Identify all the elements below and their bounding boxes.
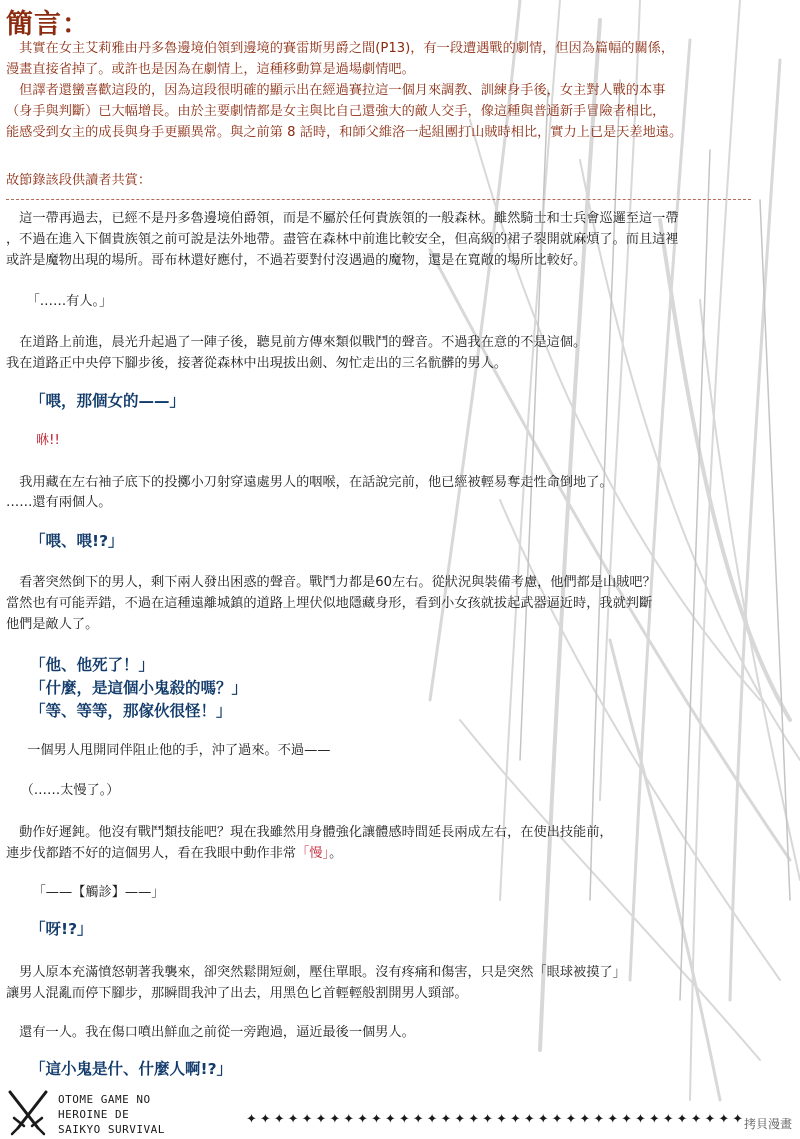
story-line: [6, 843, 342, 864]
series-title-line: HEROINE DE: [58, 1108, 130, 1121]
story-line: 他們是敵人了。: [6, 617, 99, 632]
dialogue-line: 「什麼，是這個小鬼殺的嗎？」: [30, 679, 248, 697]
intro-line: 其實在女主艾莉雅由丹多魯邊境伯領到邊境的賽雷斯男爵之間(P13)，有一段遭遇戰的劇情，但因為篇幅的關係，: [6, 41, 675, 56]
crossed-swords-icon: [4, 1088, 52, 1136]
story-line: 我用藏在左右袖子底下的投擲小刀射穿遠處男人的咽喉，在話說完前，他已經被輕易奪走性命倒地了。: [6, 475, 613, 490]
watermark-credit: 拷貝漫畫: [743, 1117, 792, 1131]
story-line: 在道路上前進，晨光升起過了一陣子後，聽見前方傳來類似戰鬥的聲音。不過我在意的不是這個。: [6, 335, 587, 350]
story-line: 一個男人甩開同伴阻止他的手，沖了過來。不過——: [14, 743, 331, 758]
star-divider: ✦✦✦✦✦✦✦✦✦✦✦✦✦✦✦✦✦✦✦✦✦✦✦✦✦✦✦✦✦✦✦✦✦✦✦✦: [246, 1112, 747, 1127]
story-line: 「……有人。」: [20, 294, 113, 309]
story-line: 或許是魔物出現的場所。哥布林還好應付，不過若要對付沒遇過的魔物，還是在寬敞的場所比較好。: [6, 253, 587, 268]
intro-line: 漫畫直接省掉了。或許也是因為在劇情上，這種移動算是過場劇情吧。: [6, 62, 415, 77]
story-line: 當然也有可能弄錯，不過在這種遠離城鎮的道路上埋伏似地隱藏身形，看到小女孩就拔起武器逼近時，我就判斷: [6, 596, 653, 611]
dialogue-line: 「喂、喂!?」: [30, 532, 124, 550]
story-line: 這一帶再過去，已經不是丹多魯邊境伯爵領，而是不屬於任何貴族領的一般森林。雖然騎士和士兵會巡邏至這一帶: [6, 211, 679, 226]
dialogue-line: 「喂，那個女的——」: [30, 392, 186, 410]
series-title-line: SAIKYO SURVIVAL: [58, 1123, 165, 1136]
dialogue-line: 「呀!?」: [30, 920, 93, 938]
excerpt-label: 故節錄該段供讀者共賞：: [6, 173, 152, 188]
story-line: ，不過在進入下個貴族領之前可說是法外地帶。盡管在森林中前進比較安全，但高級的裙子裂開就麻煩了。而且這裡: [6, 232, 679, 247]
series-title-line: OTOME GAME NO: [58, 1093, 151, 1106]
page-heading: 簡言：: [6, 9, 90, 40]
dialogue-line: 「等、等等，那傢伙很怪！」: [30, 702, 232, 720]
dialogue-line: 「這小鬼是什、什麼人啊!?」: [30, 1060, 233, 1078]
dialogue-line: 「他、他死了！」: [30, 656, 155, 674]
highlighted-word: 「慢」: [296, 846, 330, 861]
story-line: 我在道路正中央停下腳步後，接著從森林中出現拔出劍、匆忙走出的三名骯髒的男人。: [6, 356, 508, 371]
sound-effect: 咻!!: [36, 433, 60, 448]
series-title: [58, 1092, 165, 1137]
period-mark: 。: [329, 846, 343, 861]
story-line: 看著突然倒下的男人，剩下兩人發出困惑的聲音。戰鬥力都是60左右。從狀況與裝備考慮，他們都是山賊吧？: [6, 575, 656, 590]
story-line: 男人原本充滿憤怒朝著我襲來，卻突然鬆開短劍，壓住單眼。沒有疼痛和傷害，只是突然「眼球被摸了」: [6, 965, 626, 980]
story-line: 動作好遲鈍。他沒有戰鬥類技能吧？現在我雖然用身體強化讓體感時間延長兩成左右，在使出技能前，: [6, 825, 613, 840]
skill-call-line: 「——【觸診】——」: [26, 885, 165, 900]
story-line-text: 連步伐都踏不好的這個男人，看在我眼中動作非常: [6, 846, 297, 861]
story-line: （……太慢了。）: [14, 783, 120, 798]
intro-line: 但譯者還蠻喜歡這段的，因為這段很明確的顯示出在經過賽拉這一個月來調教、訓練身手後，女主對人戰的本事: [6, 83, 666, 98]
divider: [6, 199, 751, 200]
intro-line: 能感受到女主的成長與身手更顯異常。與之前第 8 話時，和師父維洛一起組團打山賊時相比，實力上已是天差地遠。: [6, 125, 683, 140]
intro-line: （身手與判斷）已大幅增長。由於主要劇情都是女主與比自己還強大的敵人交手，像這種與普通新手冒險者相比，: [6, 104, 666, 119]
story-line: 讓男人混亂而停下腳步，那瞬間我沖了出去，用黑色匕首輕輕般割開男人頸部。: [6, 986, 468, 1001]
story-line: 還有一人。我在傷口噴出鮮血之前從一旁跑過，逼近最後一個男人。: [6, 1025, 415, 1040]
story-line: ……還有兩個人。: [6, 495, 112, 510]
